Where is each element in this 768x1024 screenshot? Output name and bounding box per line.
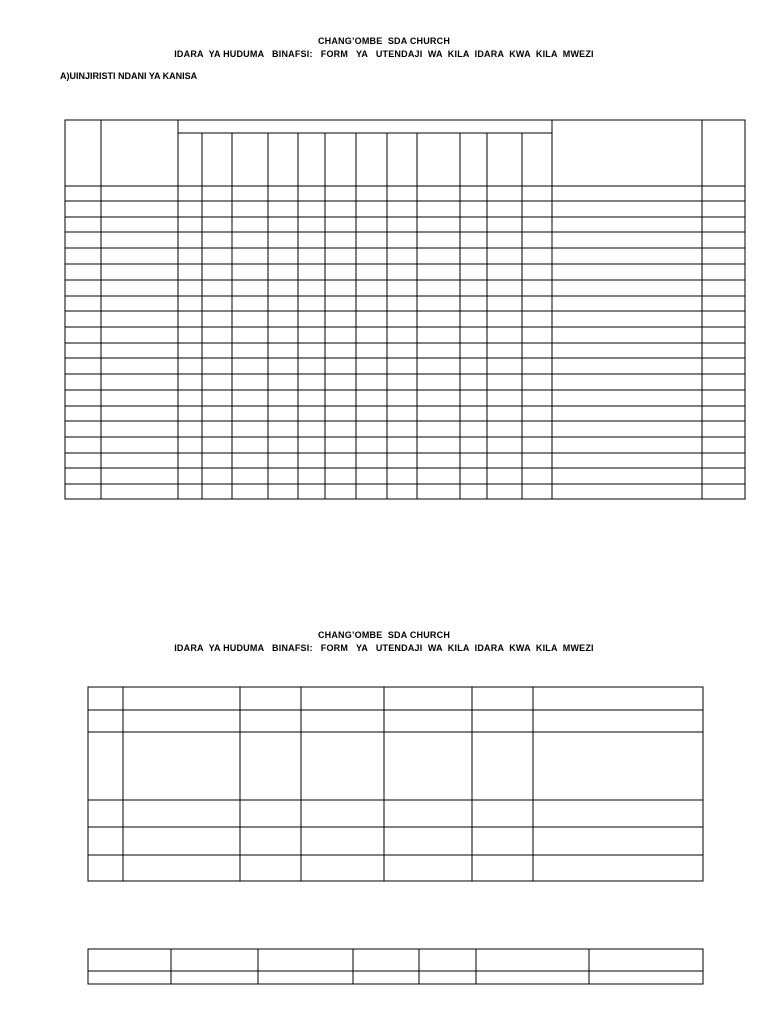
church-title: CHANG’OMBE SDA CHURCH	[317, 36, 451, 46]
table-border	[88, 949, 703, 984]
summary-table	[88, 949, 703, 984]
table-border	[88, 687, 703, 881]
form-subtitle-2: IDARA YA HUDUMA BINAFSI: FORM YA UTENDAJI WA KILA IDARA KWA KILA MWEZI	[174, 643, 594, 653]
ministry-table	[88, 687, 703, 881]
evangelism-table	[65, 120, 745, 499]
church-title-2: CHANG’OMBE SDA CHURCH	[317, 630, 451, 640]
form-subtitle: IDARA YA HUDUMA BINAFSI: FORM YA UTENDAJI WA KILA IDARA KWA KILA MWEZI	[174, 49, 594, 59]
section-a-label: A)UINJIRISTI NDANI YA KANISA	[60, 71, 198, 81]
table-border	[65, 120, 745, 499]
